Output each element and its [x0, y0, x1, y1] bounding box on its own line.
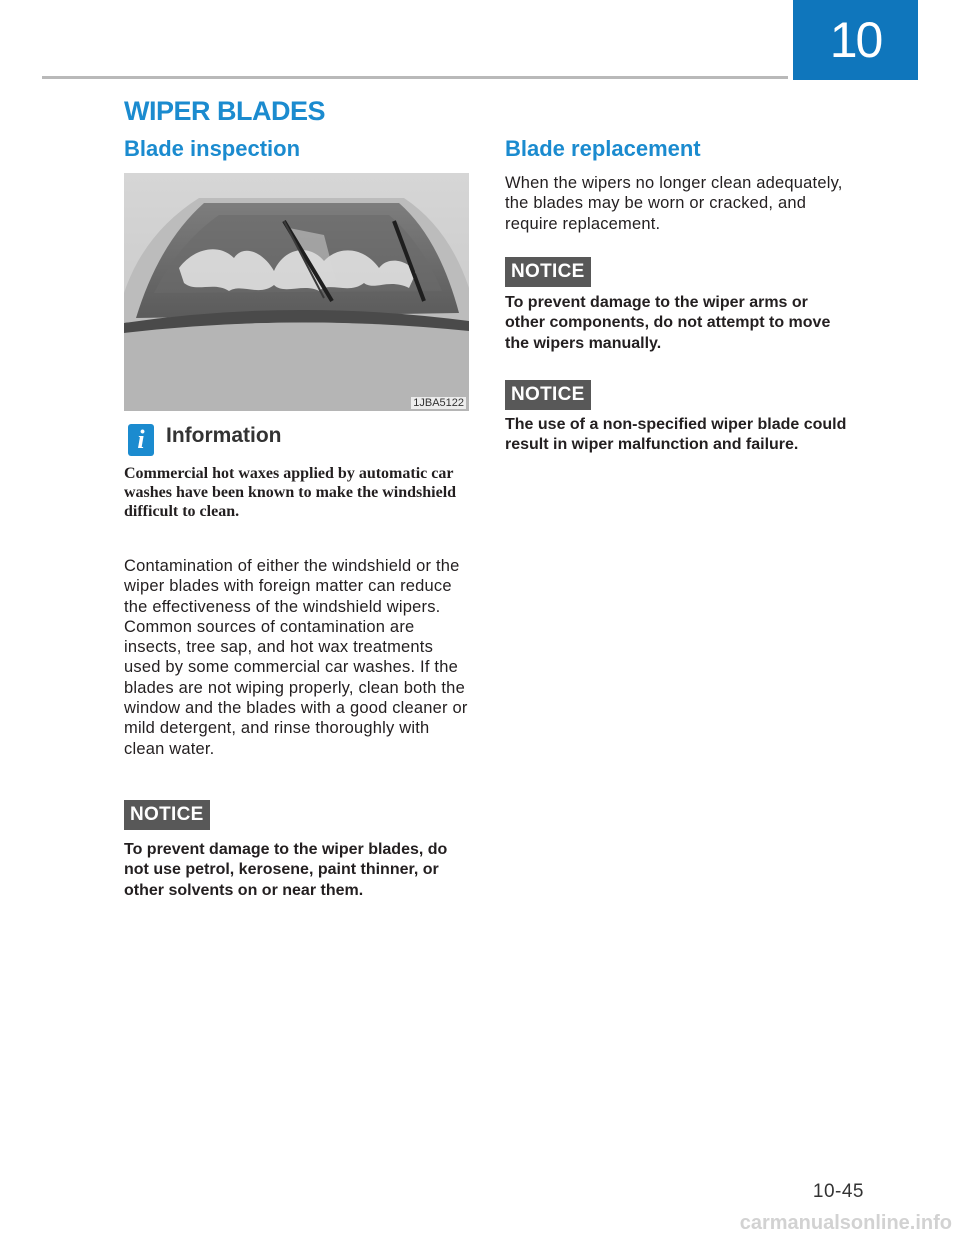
blade-inspection-heading: Blade inspection [124, 136, 301, 161]
notice-badge: NOTICE [505, 380, 591, 410]
notice-badge: NOTICE [124, 800, 210, 830]
watermark: carmanualsonline.info [739, 1212, 952, 1234]
windshield-wiper-illustration [124, 173, 469, 411]
chapter-tab: 10 [793, 0, 918, 80]
figure-code: 1JBA5122 [413, 397, 464, 409]
header-rule [42, 76, 788, 79]
replacement-body-text: When the wipers no longer clean adequately, the blades may be worn or cracked, and require replacement. [505, 174, 843, 233]
blade-replacement-heading: Blade replacement [505, 136, 701, 161]
notice-text: To prevent damage to the wiper arms or other components, do not attempt to move the wipers manually. [505, 294, 831, 352]
information-title: Information [166, 424, 282, 447]
notice-text: The use of a non-specified wiper blade could result in wiper malfunction and failure. [505, 416, 847, 454]
notice-badge: NOTICE [505, 257, 591, 287]
information-icon: i [128, 424, 154, 456]
section-title: WIPER BLADES [124, 96, 326, 126]
inspection-body-text: Contamination of either the windshield or the wiper blades with foreign matter can reduce the effectiveness of the windshield wipers. Common sources of contamination are insects, tree sap, and hot wax treatments used by some commercial car washes. If the blades are not wiping properly, clean both the window and the blades with a good cleaner or mild detergent, and rinse thoroughly with clean water. [124, 557, 468, 758]
information-text: Commercial hot waxes applied by automatic car washes have been known to make the windshield difficult to clean. [124, 465, 457, 520]
page-number: 10-45 [812, 1181, 864, 1202]
notice-text: To prevent damage to the wiper blades, do not use petrol, kerosene, paint thinner, or other solvents on or near them. [124, 841, 448, 899]
